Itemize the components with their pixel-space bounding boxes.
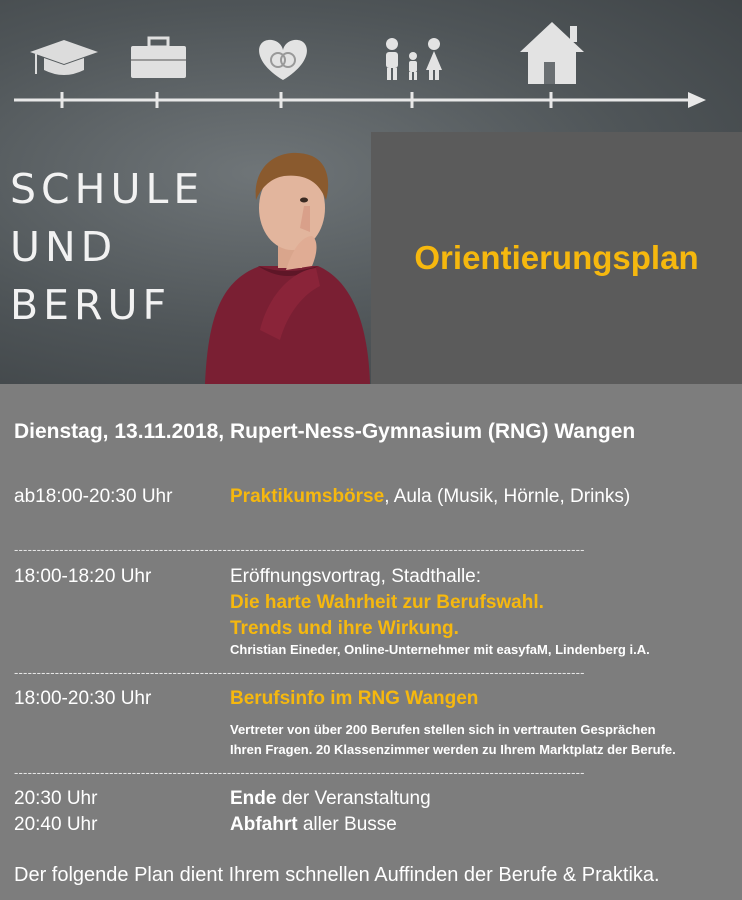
vortrag-intro: Eröffnungsvortrag, Stadthalle: (230, 566, 482, 587)
event-date-line: Dienstag, 13.11.2018, Rupert-Ness-Gymnasium (RNG) Wangen (14, 420, 636, 443)
berufsinfo-title: Berufsinfo im RNG Wangen (230, 688, 479, 709)
item-abfahrt (230, 814, 397, 836)
time-berufsinfo: 18:00-20:30 Uhr (14, 688, 152, 709)
house-icon (520, 22, 584, 84)
chalk-title (10, 160, 204, 334)
vortrag-title-1: Die harte Wahrheit zur Berufswahl. (230, 592, 544, 613)
chalk-line-3: BERUF (10, 281, 172, 329)
chalk-line-2: UND (10, 223, 118, 271)
hearts-icon (259, 40, 307, 80)
separator: ------------------------------------------------------------------------------------------------------------------------------ (14, 765, 585, 780)
time-abfahrt: 20:40 Uhr (14, 814, 98, 835)
family-icon (386, 38, 442, 80)
item-detail: aller Busse (297, 814, 397, 835)
item-detail: der Veranstaltung (276, 788, 431, 809)
item-bold: Abfahrt (230, 814, 298, 835)
item-bold: Ende (230, 788, 277, 809)
vortrag-speaker: Christian Eineder, Online-Unternehmer mit easyfaM, Lindenberg i.A. (230, 642, 650, 657)
thinking-person-image (200, 140, 375, 384)
time-ende: 20:30 Uhr (14, 788, 98, 809)
separator: ------------------------------------------------------------------------------------------------------------------------------ (14, 542, 585, 557)
footer-note: Der folgende Plan dient Ihrem schnellen Auffinden der Berufe & Praktika. (14, 864, 660, 886)
berufsinfo-note-1: Vertreter von über 200 Berufen stellen sich in vertrauten Gesprächen (230, 722, 656, 737)
page-title: Orientierungsplan (414, 239, 699, 276)
time-praktikumsboerse: ab18:00-20:30 Uhr (14, 486, 173, 507)
item-highlight: Praktikumsbörse (230, 486, 385, 507)
hero-banner (0, 0, 742, 384)
item-ende (230, 788, 431, 810)
berufsinfo-note-2: Ihren Fragen. 20 Klassenzimmer werden zu Ihrem Marktplatz der Berufe. (230, 742, 676, 757)
schedule (0, 384, 742, 900)
time-vortrag: 18:00-18:20 Uhr (14, 566, 152, 587)
graduation-cap-icon (30, 40, 98, 75)
briefcase-icon (131, 38, 186, 78)
vortrag-title-2: Trends und ihre Wirkung. (230, 618, 459, 639)
life-timeline (0, 0, 742, 130)
title-box (371, 132, 742, 384)
separator: ------------------------------------------------------------------------------------------------------------------------------ (14, 665, 585, 680)
item-praktikumsboerse (230, 486, 630, 508)
chalk-line-1: SCHULE (10, 165, 205, 213)
item-detail: , Aula (Musik, Hörnle, Drinks) (384, 486, 631, 507)
